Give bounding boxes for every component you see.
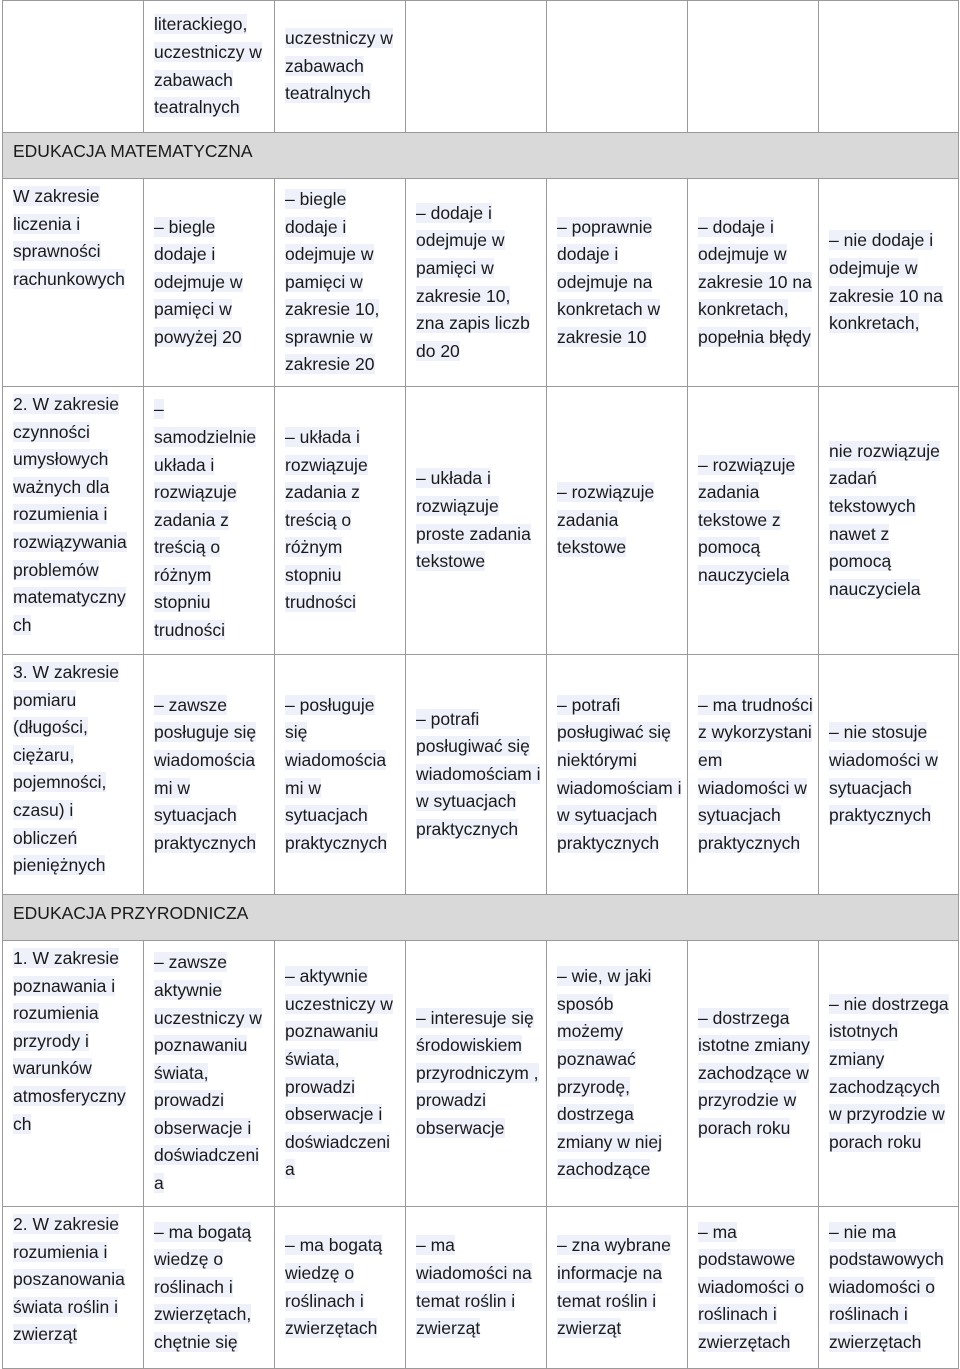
cell-text: uczestniczy w zabawach teatralnych <box>285 28 393 104</box>
grade-level-cell <box>275 387 406 655</box>
cell-text: – układa i rozwiązuje proste zadania tekstowe <box>416 468 531 572</box>
table-row <box>3 1 959 133</box>
cell-text: – nie ma podstawowych wiadomości o roślinach i zwierzętach <box>829 1221 944 1352</box>
cell-text: – zna wybrane informacje na temat roślin i zwierząt <box>557 1235 671 1339</box>
grade-level-cell <box>688 941 819 1207</box>
cell-text: – nie dodaje i odejmuje w zakresie 10 na konkretach, <box>829 230 943 334</box>
cell-text: – interesuje się środowiskiem przyrodniczym , prowadzi obserwacje <box>416 1007 539 1138</box>
cell-text: – dodaje i odejmuje w pamięci w zakresie 10, zna zapis liczb do 20 <box>416 202 530 361</box>
grade-level-cell <box>144 1207 275 1369</box>
cell-text: – ma wiadomości na temat roślin i zwierząt <box>416 1235 532 1339</box>
grade-level-cell <box>547 941 688 1207</box>
cell-text: – samodzielnie układa i rozwiązuje zadania z treścią o różnym stopniu trudności <box>154 399 257 641</box>
cell-text: – zawsze aktywnie uczestniczy w poznawaniu świata, prowadzi obserwacje i doświadczeni a <box>154 952 262 1194</box>
cell-text: literackiego, uczestniczy w zabawach teatralnych <box>154 14 262 118</box>
grade-level-cell <box>688 387 819 655</box>
criterion-cell <box>3 655 144 895</box>
grade-level-cell <box>406 179 547 387</box>
cell-text: nie rozwiązuje zadań tekstowych nawet z pomocą nauczyciela <box>829 440 940 599</box>
grade-level-cell <box>275 1207 406 1369</box>
grade-level-cell <box>275 941 406 1207</box>
cell-text: – nie dostrzega istotnych zmiany zachodzących w przyrodzie w porach roku <box>829 993 949 1152</box>
grade-level-cell <box>688 1 819 133</box>
table-row <box>3 179 959 387</box>
cell-text: 2. W zakresie rozumienia i poszanowania świata roślin i zwierząt <box>13 1214 125 1345</box>
grade-level-cell <box>819 941 959 1207</box>
grade-level-cell <box>406 655 547 895</box>
cell-text: – aktywnie uczestniczy w poznawaniu świata, prowadzi obserwacje i doświadczeni a <box>285 966 393 1180</box>
cell-text: 2. W zakresie czynności umysłowych ważnych dla rozumienia i rozwiązywania problemów matematyczny ch <box>13 394 127 635</box>
grade-level-cell <box>144 655 275 895</box>
grade-level-cell <box>144 1 275 133</box>
cell-text: – wie, w jaki sposób możemy poznawać przyrodę, dostrzega zmiany w niej zachodzące <box>557 966 663 1180</box>
grade-level-cell <box>144 941 275 1207</box>
section-title: EDUKACJA MATEMATYCZNA <box>3 133 959 179</box>
cell-text: 3. W zakresie pomiaru (długości, ciężaru, pojemności, czasu) i obliczeń pieniężnych <box>13 662 119 876</box>
grading-criteria-table <box>2 0 959 1369</box>
cell-text: – ma bogatą wiedzę o roślinach i zwierzętach <box>285 1235 383 1339</box>
grade-level-cell <box>819 179 959 387</box>
cell-text: W zakresie liczenia i sprawności rachunkowych <box>13 186 125 289</box>
cell-text: 1. W zakresie poznawania i rozumienia przyrody i warunków atmosferyczny ch <box>13 948 126 1134</box>
cell-text: – rozwiązuje zadania tekstowe z pomocą nauczyciela <box>698 454 796 585</box>
criterion-cell <box>3 387 144 655</box>
cell-text: – ma bogatą wiedzę o roślinach i zwierzętach, chętnie się <box>154 1221 252 1352</box>
grade-level-cell <box>275 655 406 895</box>
grade-level-cell <box>547 1 688 133</box>
grade-level-cell <box>547 655 688 895</box>
grade-level-cell <box>547 387 688 655</box>
grade-level-cell <box>819 1207 959 1369</box>
cell-text: – układa i rozwiązuje zadania z treścią o różnym stopniu trudności <box>285 426 368 613</box>
cell-text: – rozwiązuje zadania tekstowe <box>557 482 655 558</box>
table-row <box>3 387 959 655</box>
grade-level-cell <box>144 387 275 655</box>
grade-level-cell <box>688 655 819 895</box>
cell-text: – poprawnie dodaje i odejmuje na konkretach w zakresie 10 <box>557 216 661 347</box>
grade-level-cell <box>144 179 275 387</box>
cell-text: – potrafi posługiwać się wiadomościam i w sytuacjach praktycznych <box>416 708 541 839</box>
section-header <box>3 133 959 179</box>
grade-level-cell <box>547 179 688 387</box>
cell-text: – biegle dodaje i odejmuje w pamięci w powyżej 20 <box>154 216 243 347</box>
grade-level-cell <box>688 179 819 387</box>
cell-text: – dodaje i odejmuje w zakresie 10 na konkretach, popełnia błędy <box>698 216 812 347</box>
grade-level-cell <box>406 941 547 1207</box>
grade-level-cell <box>406 1207 547 1369</box>
cell-text: – ma podstawowe wiadomości o roślinach i zwierzętach <box>698 1221 805 1352</box>
criterion-cell <box>3 179 144 387</box>
grade-level-cell <box>819 1 959 133</box>
grade-level-cell <box>406 387 547 655</box>
grade-level-cell <box>819 387 959 655</box>
cell-text: – nie stosuje wiadomości w sytuacjach praktycznych <box>829 722 938 826</box>
cell-text: – potrafi posługiwać się niektórymi wiadomościam i w sytuacjach praktycznych <box>557 694 682 853</box>
table-row <box>3 1207 959 1369</box>
cell-text: – posługuje się wiadomościa mi w sytuacjach praktycznych <box>285 694 388 853</box>
section-title: EDUKACJA PRZYRODNICZA <box>3 895 959 941</box>
grade-level-cell <box>688 1207 819 1369</box>
grade-level-cell <box>275 179 406 387</box>
criterion-cell <box>3 1207 144 1369</box>
cell-text: – dostrzega istotne zmiany zachodzące w przyrodzie w porach roku <box>698 1007 810 1138</box>
table-row <box>3 941 959 1207</box>
table-row <box>3 655 959 895</box>
section-header <box>3 895 959 941</box>
criterion-cell <box>3 1 144 133</box>
cell-text: – zawsze posługuje się wiadomościa mi w sytuacjach praktycznych <box>154 694 257 853</box>
grade-level-cell <box>547 1207 688 1369</box>
grade-level-cell <box>275 1 406 133</box>
cell-text: – biegle dodaje i odejmuje w pamięci w zakresie 10, sprawnie w zakresie 20 <box>285 188 380 375</box>
cell-text: – ma trudności z wykorzystani em wiadomości w sytuacjach praktycznych <box>698 694 813 853</box>
grade-level-cell <box>819 655 959 895</box>
criterion-cell <box>3 941 144 1207</box>
grade-level-cell <box>406 1 547 133</box>
